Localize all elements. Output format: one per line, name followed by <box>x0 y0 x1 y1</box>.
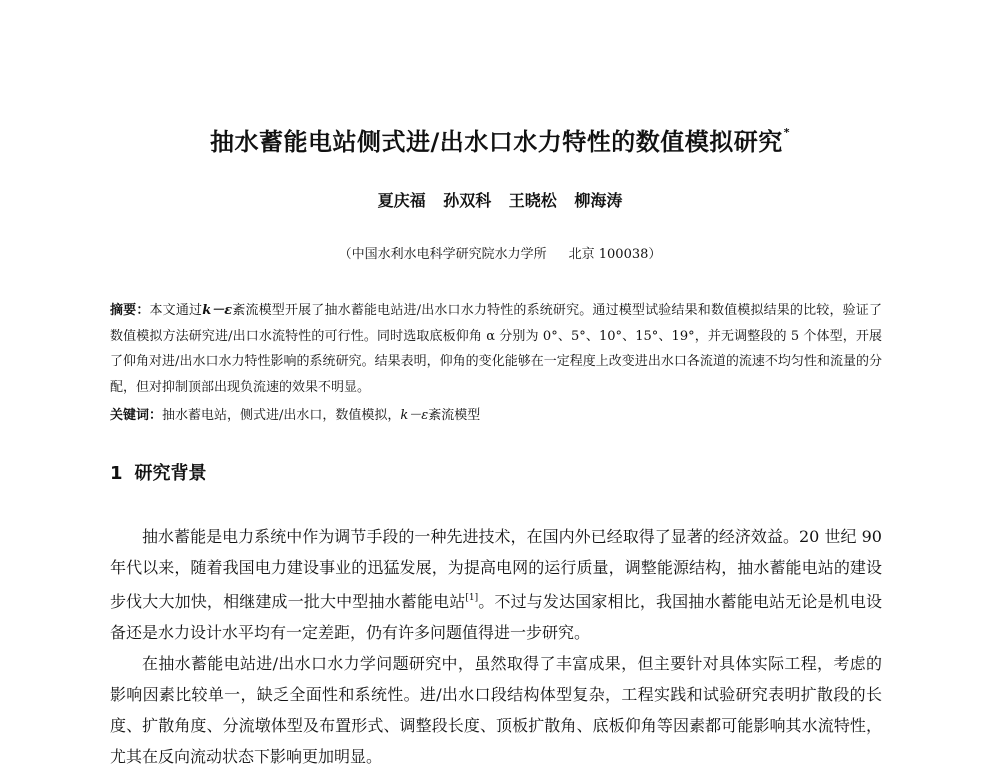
section-title: 研究背景 <box>134 463 207 484</box>
author: 孙双科 <box>443 191 492 210</box>
model-symbol: k－ε <box>202 303 233 318</box>
abstract-label: 摘要： <box>110 303 150 318</box>
citation-ref[interactable]: [1] <box>465 593 479 603</box>
affiliation-org: 中国水利水电科学研究院水力学所 <box>351 247 547 262</box>
author: 王晓松 <box>508 191 557 210</box>
body-text <box>110 521 882 772</box>
author: 夏庆福 <box>377 191 426 210</box>
affiliation: （中国水利水电科学研究院水力学所 北京 100038） <box>338 247 662 262</box>
model-symbol: k－ε <box>400 408 429 423</box>
author: 柳海涛 <box>574 191 623 210</box>
keywords-label: 关键词： <box>110 408 163 423</box>
affiliation-city: 北京 100038 <box>568 247 649 262</box>
abstract: 摘要：本文通过k－ε紊流模型开展了抽水蓄能电站进/出水口水力特性的系统研究。通过模型试验结果和数值模拟结果的比较，验证了数值模拟方法研究进/出口水流特性的可行性。同时选取底板仰角 α 分别为 0°、5°、10°、15°、19°，并无调整段的 5 个体型，开展了仰角对进/出水口水力特性影响的系统研究。结果表明，仰角的变化能够在一定程度上改变进出水口各流道的流速不均匀性和流量的分配，但对抑制顶部出现负流速的效果不明显。 <box>110 303 882 395</box>
section-heading <box>110 460 207 488</box>
title-footnote-mark: * <box>783 126 791 139</box>
keywords: 关键词：抽水蓄电站，侧式进/出水口，数值模拟，k－ε紊流模型 <box>110 408 481 423</box>
paper-title: 抽水蓄能电站侧式进/出水口水力特性的数值模拟研究* <box>209 126 791 156</box>
paragraph: 抽水蓄能是电力系统中作为调节手段的一种先进技术，在国内外已经取得了显著的经济效益。20 世纪 90 年代以来，随着我国电力建设事业的迅猛发展，为提高电网的运行质量，调整能源结构，抽水蓄能电站的建设步伐大大加快，相继建成一批大中型抽水蓄能电站[1]。不过与发达国家相比，我国抽水蓄能电站无论是机电设备还是水力设计水平均有一定差距，仍有许多问题值得进一步研究。 <box>110 527 882 642</box>
author-list <box>0 190 1000 212</box>
paragraph: 在抽水蓄能电站进/出水口水力学问题研究中，虽然取得了丰富成果，但主要针对具体实际工程，考虑的影响因素比较单一，缺乏全面性和系统性。进/出水口段结构体型复杂，工程实践和试验研究表明扩散段的长度、扩散角度、分流墩体型及布置形式、调整段长度、顶板扩散角、底板仰角等因素都可能影响其水流特性，尤其在反向流动状态下影响更加明显。 <box>110 654 882 766</box>
section-number: 1 <box>110 463 123 484</box>
